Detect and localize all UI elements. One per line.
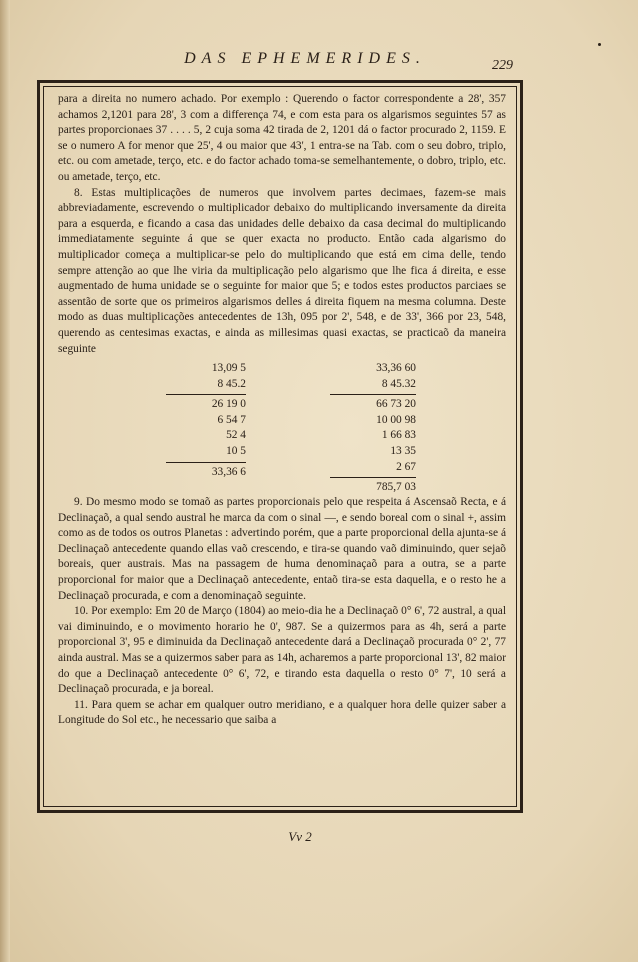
calc-right-rule-bottom <box>330 477 416 478</box>
paragraph-10: 10. Por exemplo: Em 20 de Março (1804) ao meio-dia he a Declinaçaõ 0° 6', 72 austral, a qual vai diminuindo, e o movimento horario he 0', 987. Se a quizermos para as 4h, será a parte proporcional 3', 95 e diminuida da Declinaçaõ antecedente dará a Declinaçaõ procurada 0° 2', 77 ainda austral. Mas se a quizermos saber para as 14h, acharemos a parte proporcional 13', 82 maior do que a Declinaçaõ antecedente 0° 6', 72, e tirando esta daquella o resto 0° 7', 10 será a Declinaçaõ procurada, e ja boreal. <box>58 605 506 696</box>
calc-left-multiplier: 8 45.2 <box>217 377 246 390</box>
paragraph-8: 8. Estas multiplicações de numeros que involvem partes decimaes, fazem-se mais abbreviadamente, escrevendo o multiplicador debaixo do multiplicando inversamente da direita para a esquerda, e ficando a casa das unidades delle debaixo da casa decimal do multiplicando immediatamente seguinte á que se quer exacta no producto. Então cada algarismo do multiplicador começa a multiplicar-se pelo do multiplicando que está em cima delle, tendo sempre attenção ao que lhe viria da multiplicação pelo algarismo que lhe fica á direita, e esse augmentado de huma unidade se o seguinte for maior que 5; e todos estes productos parciaes se assentão de sorte que os primeiros algarismos delles á direita fiquem na mesma columna. Deste modo as duas multiplicações antecedentes de 13h, 095 por 2', 548, e de 33', 366 por 23, 548, querendo as centesimas exactas, e ainda as millesimas quasi exactas, se practicaõ da maneira seguinte <box>58 186 506 355</box>
calc-left-rule-top <box>166 394 246 395</box>
signature-mark: Vv 2 <box>288 829 312 844</box>
paragraph-9: 9. Do mesmo modo se tomaõ as partes proporcionais pelo que respeita á Ascensaõ Recta, e á Declinaçaõ, a qual sendo austral he marca da com o sinal —, e sendo boreal com o sinal +, assim como as de todos os outros Planetas : advertindo porém, que a parte proporcional della ajunta-se á Declinaçaõ antecedente quando ellas vaõ crescendo, e tira-se quando vaõ diminuindo, quer sejaõ boreais, quer austrais. Mas na passagem de huma denominaçaõ para a outra, se a parte proporcional for maior que a Declinaçaõ antecedente, entaõ tira-se esta daquella, e o resto he a Declinaçaõ procurada, e com a denominaçaõ seguinte. <box>58 496 506 602</box>
calc-right-column <box>330 361 416 496</box>
calc-right-partial: 10 00 98 <box>376 413 416 426</box>
calc-left-rule-bottom <box>166 462 246 463</box>
calc-right-partial: 1 66 83 <box>381 429 416 442</box>
page-number: 229 <box>492 58 513 73</box>
calc-right-partial: 2 67 <box>396 460 416 473</box>
body-text <box>58 92 506 729</box>
calc-right-multiplicand: 33,36 60 <box>376 362 416 375</box>
calc-left-partial: 52 4 <box>226 429 246 442</box>
calc-right-partial: 66 73 20 <box>376 398 416 411</box>
calc-left-partial: 10 5 <box>226 445 246 458</box>
calc-left-partial: 6 54 7 <box>217 413 246 426</box>
calc-right-multiplier: 8 45.32 <box>381 377 416 390</box>
calc-right-rule-top <box>330 394 416 395</box>
ink-speck <box>598 43 601 46</box>
paragraph-11: 11. Para quem se achar em qualquer outro meridiano, e a qualquer hora delle quizer saber a Longitude do Sol etc., he necessario que saiba a <box>58 698 506 727</box>
calc-left-multiplicand: 13,09 5 <box>211 362 246 375</box>
calc-right-partial: 13 35 <box>390 445 416 458</box>
paragraph-intro: para a direita no numero achado. Por exemplo : Querendo o factor correspondente a 28', 357 achamos 2,1201 para 28', 3 com a differença 74, e com esta para os algarismos seguintes 57 as partes proporcionaes 37 . . . . 5, 2 cuja soma 42 tirada de 2, 1201 dá o factor procurado 2, 1159. E se o numero A for menor que 25', 4 ou maior que 43', 1 entra-se na Tab. com o seu dobro, triplo, etc. ou com ametade, terço, etc. e do factor achado toma-se semelhantemente, o dobro, triplo, etc. ou ametade, terço, etc. <box>58 93 506 183</box>
calc-left-result: 33,36 6 <box>211 465 246 478</box>
calc-left-partial: 26 19 0 <box>211 398 246 411</box>
calc-right-result: 785,7 03 <box>376 481 416 494</box>
calc-left-column <box>166 361 246 480</box>
running-head: DAS EPHEMERIDES. <box>184 50 426 67</box>
page-spine-shadow <box>0 0 10 962</box>
multiplication-example <box>58 361 506 493</box>
